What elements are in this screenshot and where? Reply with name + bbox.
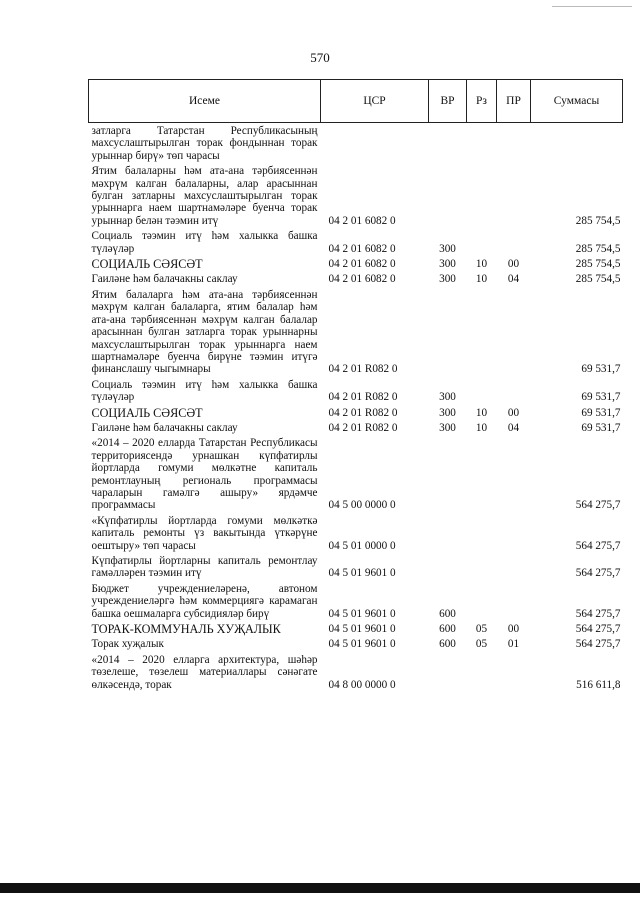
- cell-pr: 04: [507, 421, 520, 434]
- table-row: [89, 405, 623, 420]
- table-body: [89, 123, 623, 693]
- cell-rz: 05: [475, 623, 488, 636]
- cell-amount: 564 275,7: [575, 607, 621, 620]
- cell-name: Ятим балаларга һәм ата-ана тәрбиясеннән мәхрүм калган балаларга, ятим балалар һәм ата-ана тәрбиясеннән мәхрүм калган балалар арасыннан булган затларга торак урыннарны махсуслаштырылган торак урыннарга наем шартнамәләре буенча бирүне тәэмин итүгә финанслашу чыгымнары: [91, 288, 318, 376]
- table-header-row: [89, 80, 623, 123]
- cell-csr: 04 5 01 9601 0: [328, 623, 396, 636]
- table-row: [89, 513, 623, 553]
- cell-csr: 04 2 01 6082 0: [328, 242, 396, 255]
- cell-name: Социаль тәэмин итү һәм халыкка башка түләүләр: [91, 230, 318, 255]
- column-header-rz: Рз: [467, 80, 497, 123]
- table-row: [89, 621, 623, 636]
- cell-vr: [429, 513, 467, 553]
- cell-amount: 564 275,7: [575, 638, 621, 651]
- cell-pr: 00: [507, 406, 520, 419]
- cell-amount: 516 611,8: [576, 678, 621, 691]
- cell-rz: 05: [475, 638, 488, 651]
- cell-pr: [497, 228, 531, 256]
- table-row: [89, 377, 623, 405]
- cell-name: Ятим балаларны һәм ата-ана тәрбиясеннән мәхрүм калган балаларны, алар арасыннан булган затларны махсуслаштырылган торак урыннарга наем шартнамәләре буенча торак урыннар белән тәэмин итү: [91, 165, 318, 227]
- table-row: [89, 271, 623, 286]
- cell-pr: [497, 652, 531, 692]
- cell-pr: [497, 435, 531, 512]
- scan-mark: [552, 6, 632, 7]
- cell-name: Торак хуҗалык: [91, 638, 164, 651]
- cell-csr: 04 8 00 0000 0: [328, 678, 396, 691]
- scan-border-bar: [0, 883, 640, 893]
- cell-rz: 10: [475, 273, 488, 286]
- table-row: [89, 287, 623, 377]
- cell-csr: 04 2 01 6082 0: [328, 214, 396, 227]
- cell-rz: [467, 287, 497, 377]
- cell-pr: [497, 377, 531, 405]
- cell-rz: [467, 163, 497, 228]
- table-row: [89, 636, 623, 651]
- cell-rz: [467, 123, 497, 164]
- cell-vr: 600: [439, 607, 456, 620]
- cell-csr: 04 5 01 9601 0: [328, 607, 396, 620]
- cell-rz: [467, 228, 497, 256]
- cell-rz: 10: [475, 258, 488, 271]
- cell-amount: [531, 123, 623, 164]
- cell-rz: [467, 652, 497, 692]
- cell-csr: [321, 123, 429, 164]
- cell-name: «2014 – 2020 елларда Татарстан Республикасы территориясендә урнашкан күпфатирлы йортларда гомуми мөлкәтне капиталь ремонтлауның региональ программасы чараларын гамәлгә ашыру» ярдәмче программасы: [91, 437, 318, 512]
- table-row: [89, 581, 623, 621]
- table-row: [89, 553, 623, 581]
- cell-pr: [497, 513, 531, 553]
- column-header-pr: ПР: [497, 80, 531, 123]
- table-row: [89, 228, 623, 256]
- column-header-vr: ВР: [429, 80, 467, 123]
- cell-amount: 69 531,7: [581, 391, 621, 404]
- cell-amount: 564 275,7: [575, 623, 621, 636]
- cell-pr: [497, 123, 531, 164]
- cell-name: СОЦИАЛЬ СӘЯСӘТ: [91, 257, 203, 272]
- cell-rz: [467, 435, 497, 512]
- cell-name: «2014 – 2020 елларга архитектура, шәһәр төзелеше, төзелеш материаллары сәнәгате өлкәсендә, торак: [91, 653, 318, 691]
- table-row: [89, 123, 623, 164]
- cell-amount: 285 754,5: [575, 273, 621, 286]
- cell-vr: 600: [439, 638, 456, 651]
- cell-amount: 564 275,7: [575, 539, 621, 552]
- cell-pr: 00: [507, 623, 520, 636]
- cell-amount: 69 531,7: [581, 406, 621, 419]
- cell-csr: 04 2 01 R082 0: [328, 406, 398, 419]
- cell-name: Гаиләне һәм балачакны саклау: [91, 421, 238, 434]
- cell-vr: 300: [439, 258, 456, 271]
- table-row: [89, 256, 623, 271]
- cell-csr: 04 2 01 6082 0: [328, 273, 396, 286]
- cell-csr: 04 2 01 6082 0: [328, 258, 396, 271]
- cell-vr: [429, 123, 467, 164]
- cell-amount: 285 754,5: [575, 242, 621, 255]
- cell-name: «Күпфатирлы йортларда гомуми мөлкәткә капиталь ремонты үз вакытында үткәрүне оештыру» төп чарасы: [91, 514, 318, 552]
- cell-name: затларга Татарстан Республикасының махсуслаштырылган торак фондыннан торак урыннар бирү» төп чарасы: [91, 125, 318, 162]
- cell-amount: 285 754,5: [575, 258, 621, 271]
- cell-pr: [497, 553, 531, 581]
- cell-pr: 01: [507, 638, 520, 651]
- cell-vr: 300: [439, 421, 456, 434]
- cell-pr: 04: [507, 273, 520, 286]
- cell-vr: [429, 435, 467, 512]
- cell-vr: 300: [439, 273, 456, 286]
- cell-rz: [467, 513, 497, 553]
- column-header-name: Исеме: [89, 80, 321, 123]
- cell-name: Бюджет учреждениеләренә, автоном учреждениеләргә һәм коммерциягә карамаган башка оешмаларга субсидияләр бирү: [91, 582, 318, 620]
- cell-vr: [429, 287, 467, 377]
- cell-csr: 04 5 01 9601 0: [328, 638, 396, 651]
- cell-name: Социаль тәэмин итү һәм халыкка башка түләүләр: [91, 378, 318, 404]
- cell-amount: 285 754,5: [575, 214, 621, 227]
- cell-pr: [497, 581, 531, 621]
- table-row: [89, 652, 623, 692]
- cell-name: ТОРАК-КОММУНАЛЬ ХУҖАЛЫК: [91, 622, 281, 637]
- cell-vr: 300: [439, 242, 456, 255]
- cell-csr: 04 5 00 0000 0: [328, 499, 396, 512]
- column-header-csr: ЦСР: [321, 80, 429, 123]
- cell-name: Гаиләне һәм балачакны саклау: [91, 273, 238, 286]
- cell-rz: [467, 553, 497, 581]
- cell-vr: [429, 553, 467, 581]
- cell-rz: 10: [475, 406, 488, 419]
- cell-vr: 300: [439, 391, 456, 404]
- cell-vr: 300: [439, 406, 456, 419]
- table-row: [89, 435, 623, 512]
- column-header-amount: Суммасы: [531, 80, 623, 123]
- cell-amount: 564 275,7: [575, 567, 621, 580]
- cell-amount: 69 531,7: [581, 363, 621, 376]
- page-number: 570: [310, 50, 330, 65]
- cell-csr: 04 5 01 9601 0: [328, 567, 396, 580]
- cell-csr: 04 5 01 0000 0: [328, 539, 396, 552]
- cell-amount: 564 275,7: [575, 499, 621, 512]
- cell-csr: 04 2 01 R082 0: [328, 363, 398, 376]
- cell-vr: [429, 652, 467, 692]
- cell-rz: [467, 581, 497, 621]
- cell-csr: 04 2 01 R082 0: [328, 421, 398, 434]
- cell-pr: [497, 287, 531, 377]
- cell-name: СОЦИАЛЬ СӘЯСӘТ: [91, 405, 203, 420]
- cell-vr: [429, 163, 467, 228]
- cell-rz: 10: [475, 421, 488, 434]
- cell-name: Күпфатирлы йортларны капиталь ремонтлау гамәлләрен тәэмин итү: [91, 555, 318, 580]
- budget-table: [88, 79, 623, 692]
- cell-pr: [497, 163, 531, 228]
- cell-vr: 600: [439, 623, 456, 636]
- table-row: [89, 163, 623, 228]
- cell-pr: 00: [507, 258, 520, 271]
- cell-amount: 69 531,7: [581, 421, 621, 434]
- cell-rz: [467, 377, 497, 405]
- cell-csr: 04 2 01 R082 0: [328, 391, 398, 404]
- table-row: [89, 420, 623, 435]
